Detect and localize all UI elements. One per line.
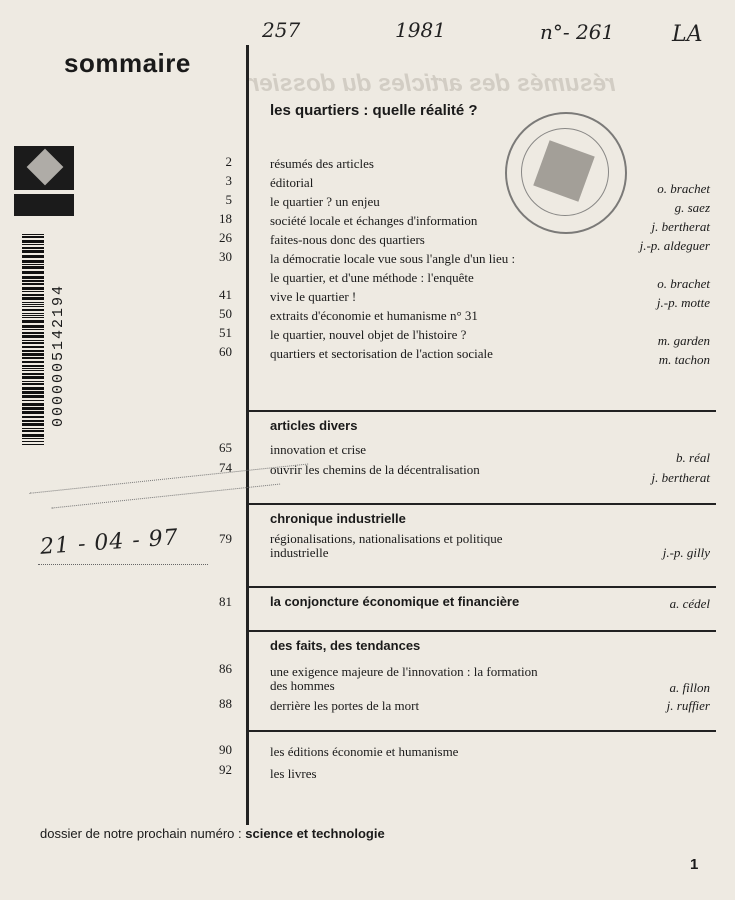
chronique-title-1: régionalisations, nationalisations et politique [270, 531, 503, 546]
bottom-title-1: les éditions économie et humanisme [270, 744, 459, 759]
conjoncture-page: 81 [219, 594, 232, 609]
dossier-entry-author: m. garden [657, 333, 710, 348]
barcode-bar [22, 373, 44, 375]
faits-title-2: derrière les portes de la mort [270, 698, 420, 713]
faits-page-2: 88 [219, 696, 232, 711]
dossier-entry-page: 30 [219, 249, 232, 264]
barcode-bar [22, 411, 44, 414]
dossier-entry-page: 41 [219, 287, 232, 302]
handwritten-issue: n°- 261 [540, 20, 615, 44]
barcode-bar [22, 444, 44, 445]
barcode-bar [22, 350, 44, 352]
barcode-bar [22, 320, 44, 323]
barcode-bar [22, 387, 44, 390]
bottom-page-2: 92 [219, 762, 232, 777]
barcode-bar [22, 287, 44, 290]
rule-faits [246, 630, 716, 632]
dossier-entry-title: résumés des articles [270, 156, 374, 171]
barcode-bar [22, 400, 44, 401]
chronique-author: j.-p. gilly [662, 545, 710, 560]
footer-page-number: 1 [690, 856, 699, 873]
handwritten-date: 21 - 04 - 97 [39, 525, 180, 560]
barcode-bar [22, 434, 44, 437]
barcode-bar [22, 302, 44, 303]
barcode-bar [22, 255, 44, 258]
dossier-entry-author: g. saez [674, 200, 710, 215]
dossier-entry-author: j.-p. aldeguer [639, 238, 710, 253]
dossier-entry-page: 2 [225, 154, 232, 169]
publisher-logo [14, 146, 74, 216]
show-through-heading: résumés des articles du dossier [250, 70, 616, 97]
dossier-entry-author: m. tachon [658, 352, 710, 367]
dossier-entry-page: 5 [225, 192, 232, 207]
barcode-bar [22, 329, 44, 330]
handwritten-number: 257 [262, 18, 301, 42]
footer-line [40, 826, 385, 841]
dossier-entry-page: 51 [219, 325, 232, 340]
barcode-bar [22, 315, 44, 316]
barcode-bar [22, 276, 44, 279]
faits-author-2: j. ruffier [666, 698, 710, 713]
barcode-bar [22, 428, 44, 429]
barcode-bar [22, 325, 44, 328]
dossier-entry [190, 230, 710, 253]
faits-heading: des faits, des tendances [270, 638, 421, 653]
barcode-bar [22, 317, 44, 318]
articles-divers-heading: articles divers [270, 418, 358, 433]
chronique-title-2: industrielle [270, 545, 329, 560]
barcode-bar [22, 247, 44, 249]
faits-page-1: 86 [219, 661, 232, 676]
barcode-bar [22, 313, 44, 314]
barcode-bar [22, 346, 44, 348]
barcode-bar [22, 342, 44, 344]
barcode-bar [22, 353, 44, 356]
barcode-bar [22, 335, 44, 338]
barcode-bar [22, 423, 44, 426]
dossier-entry-author: j.-p. motte [656, 295, 710, 310]
barcode-bar [22, 430, 44, 432]
bottom-page-1: 90 [219, 742, 232, 757]
barcode-bar [22, 441, 44, 442]
dossier-entry-page: 18 [219, 211, 232, 226]
dossier-entry-author: o. brachet [657, 181, 710, 196]
dossier-entry [190, 154, 710, 173]
dossier-entry-title: le quartier ? un enjeu [270, 194, 380, 209]
divers-entry-author: b. réal [676, 450, 710, 465]
rule-conjoncture [246, 586, 716, 588]
barcode-bar [22, 407, 44, 410]
barcode-bar [22, 403, 44, 406]
barcode-bar [22, 234, 44, 235]
barcode-bar [22, 236, 44, 238]
dossier-entry-title: le quartier, et d'une méthode : l'enquête [270, 270, 474, 285]
barcode-bar [22, 271, 44, 274]
conjoncture-heading: la conjoncture économique et financière [270, 594, 520, 609]
faits-title-1a: une exigence majeure de l'innovation : la formation [270, 664, 538, 679]
dossier-entry [190, 268, 710, 291]
barcode-bar [22, 306, 44, 307]
dossier-entry-page: 50 [219, 306, 232, 321]
divers-entry-author: j. bertherat [651, 470, 710, 485]
faits-author-1: a. fillon [669, 680, 710, 695]
dossier-title: les quartiers : quelle réalité ? [270, 102, 478, 119]
footer-prefix: dossier de notre prochain numéro : [40, 826, 242, 841]
dossier-entry-author: o. brachet [657, 276, 710, 291]
dossier-entry-page: 26 [219, 230, 232, 245]
barcode-bar [22, 260, 44, 263]
barcode-bar [22, 309, 44, 311]
barcode-bar [22, 291, 44, 292]
barcode-bar [22, 368, 44, 369]
dossier-entry-title: extraits d'économie et humanisme n° 31 [270, 308, 478, 323]
chronique-page: 79 [219, 531, 232, 546]
rule-bottom [246, 730, 716, 732]
dossier-entry [190, 211, 710, 234]
dossier-entry-title: quartiers et sectorisation de l'action sociale [270, 346, 493, 361]
dossier-entry-title: société locale et échanges d'information [270, 213, 478, 228]
magazine-title: sommaire [64, 48, 191, 78]
conjoncture-author: a. cédel [669, 596, 710, 611]
rule-articles-divers [246, 410, 716, 412]
barcode-bar [22, 381, 44, 382]
dossier-entry-title: éditorial [270, 175, 314, 190]
barcode-bar [22, 280, 44, 282]
barcode-bar [22, 438, 44, 439]
barcode-bar [22, 395, 44, 398]
barcode-bar [22, 332, 44, 334]
barcode-bar [22, 264, 44, 265]
dossier-entry [190, 173, 710, 196]
handwritten-initials: LA [672, 22, 703, 47]
divers-entry-page: 74 [219, 460, 232, 475]
rule-chronique [246, 503, 716, 505]
barcode-bar [22, 240, 44, 243]
dossier-entry-title: le quartier, nouvel objet de l'histoire ? [270, 327, 467, 342]
dossier-entry [190, 192, 710, 215]
dossier-entry-title: faites-nous donc des quartiers [270, 232, 425, 247]
barcode-bar [22, 266, 44, 269]
handwritten-year: 1981 [395, 18, 446, 42]
dossier-entry [190, 344, 710, 367]
dossier-entries [190, 154, 710, 367]
divers-entry-title: innovation et crise [270, 442, 367, 457]
dossier-entry [190, 306, 710, 325]
barcode-bar [22, 244, 44, 245]
barcode-bar [22, 383, 44, 385]
barcode-bar [22, 340, 44, 341]
barcode-bar [22, 304, 44, 305]
barcode-bar [22, 283, 44, 285]
barcode-bar [22, 250, 44, 253]
barcode-bar [22, 357, 44, 359]
dossier-entry-title: la démocratie locale vue sous l'angle d'un lieu : [270, 251, 516, 266]
barcode-bar [22, 420, 44, 422]
divers-entry-page: 65 [219, 440, 232, 455]
dossier-entry [190, 287, 710, 310]
barcode-bar [22, 416, 44, 418]
barcode-bar [22, 294, 44, 296]
barcode-digits: 0000005142194 [50, 283, 67, 427]
barcode-bar [22, 376, 44, 379]
barcode-bar [22, 365, 44, 367]
barcode-bar [22, 297, 44, 300]
chronique-heading: chronique industrielle [270, 511, 406, 526]
faits-title-1b: des hommes [270, 678, 335, 693]
barcode-bar [22, 391, 44, 394]
divers-entry-title: ouvrir les chemins de la décentralisation [270, 462, 480, 477]
bottom-title-2: les livres [270, 766, 317, 781]
footer-topic: science et technologie [245, 826, 385, 841]
barcode-bar [22, 370, 44, 371]
date-underline [38, 564, 208, 566]
dossier-entry-page: 60 [219, 344, 232, 359]
dossier-entry [190, 325, 710, 348]
barcode-bar [22, 361, 44, 363]
dossier-entry-title: vive le quartier ! [270, 289, 357, 304]
dossier-entry [190, 249, 710, 268]
dossier-entry-page: 3 [225, 173, 232, 188]
dossier-entry-author: j. bertherat [651, 219, 710, 234]
